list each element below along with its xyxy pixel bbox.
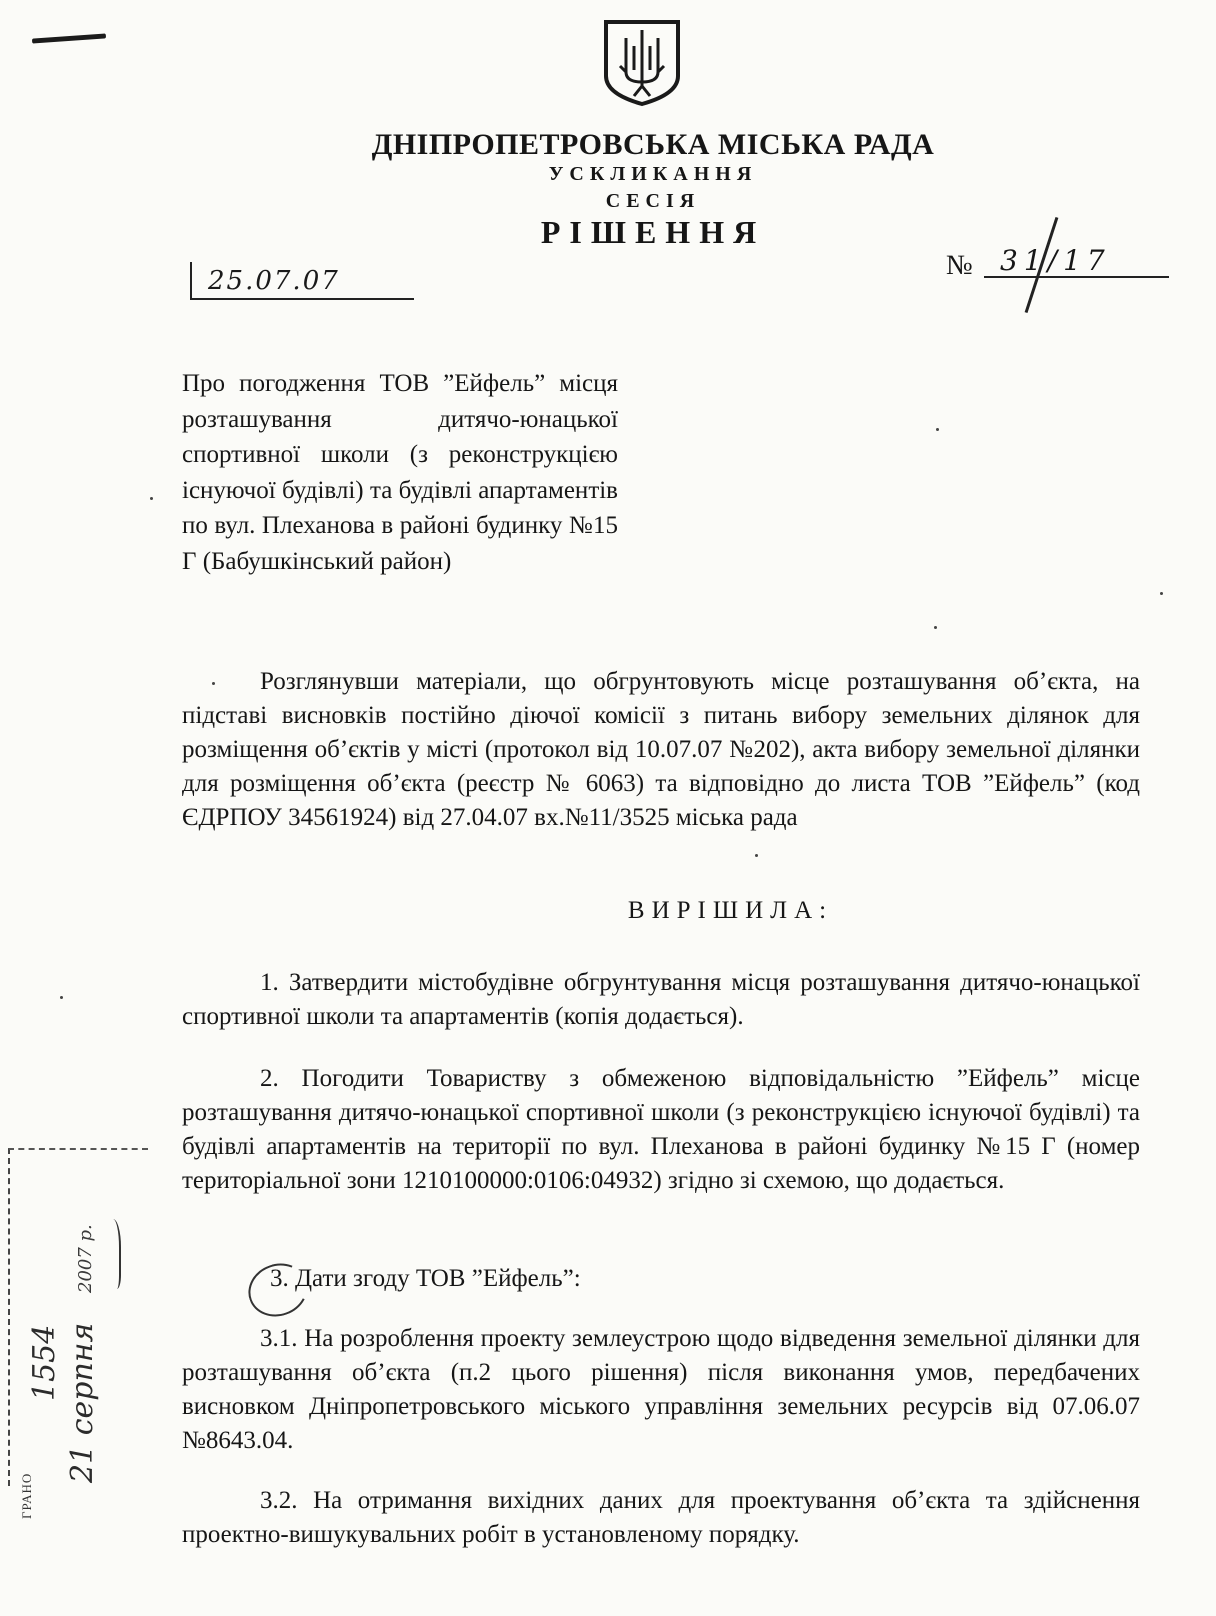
speck [1160, 592, 1163, 595]
item-3-1: 3.1. На розроблення проекту землеустрою щодо відведення земельної ділянки для розташування об’єкта (п.2 цього рішення) після виконання умов, передбачених висновком Дніпропетровського міського управління земельних ресурсів від 07.06.07 №8643.04. [182, 1325, 1140, 1454]
speck [212, 682, 215, 685]
decision-date: 25.07.07 [208, 266, 340, 296]
session: СЕСІЯ [605, 190, 701, 212]
stamp-date: 21 серпня [65, 1322, 100, 1483]
number-label: № [946, 250, 973, 281]
stamp-year: 2007 р. [75, 1224, 96, 1293]
council-name: ДНІПРОПЕТРОВСЬКА МІСЬКА РАДА [371, 128, 935, 161]
stamp-label: ГРАНО [19, 1472, 34, 1519]
speck [150, 497, 153, 500]
decision-number: 31/17 [1000, 244, 1111, 277]
item-2: 2. Погодити Товариству з обмеженою відповідальністю ”Ейфель” місце розташування дитячо-юнацької спортивної школи (з реконструкцією існуючої будівлі) та будівлі апартаментів на території по вул. Плеханова в районі будинку №15 Г (номер територіальної зони 1210100000:0106:04932) згідно зі схемою, що додається. [182, 1065, 1140, 1194]
stamp-signature [101, 1219, 121, 1289]
document-title: РІШЕННЯ [540, 214, 766, 250]
decision-subject: Про погодження ТОВ ”Ейфель” місця розташування дитячо-юнацької спортивної школи (з реконструкцією існуючої будівлі) та будівлі апартаментів по вул. Плеханова в районі будинку №15 Г (Бабушкінський район) [182, 370, 618, 575]
convocation: УСКЛИКАННЯ [548, 163, 758, 185]
speck [936, 428, 939, 431]
item-1: 1. Затвердити містобудівне обгрунтування місця розташування дитячо-юнацької спортивної школи та апартаментів (копія додається). [182, 969, 1140, 1030]
resolved-heading: ВИРІШИЛА: [627, 897, 834, 924]
speck [60, 996, 63, 999]
stamp-number: 1554 [27, 1324, 62, 1401]
speck [755, 854, 758, 857]
item-3: 3. Дати згоду ТОВ ”Ейфель”: [270, 1265, 581, 1292]
preamble: Розглянувши матеріали, що обгрунтовують місце розташування об’єкта, на підставі висновків постійно діючої комісії з питань вибору земельних ділянок для розміщення об’єктів у місті (протокол від 10.07.07 №202), акта вибору земельної ділянки для розміщення об’єкта (реєстр № 6063) та відповідно до листа ТОВ ”Ейфель” (код ЄДРПОУ 34561924) від 27.04.07 вх.№11/3525 міська рада [182, 668, 1140, 831]
coat-of-arms-icon [600, 16, 684, 108]
registration-stamp [19, 1183, 129, 1519]
speck [934, 626, 937, 629]
page-mark [32, 33, 106, 43]
item-3-2: 3.2. На отримання вихідних даних для проектування об’єкта та здійснення проектно-вишукувальних робіт в установленому порядку. [182, 1487, 1140, 1548]
